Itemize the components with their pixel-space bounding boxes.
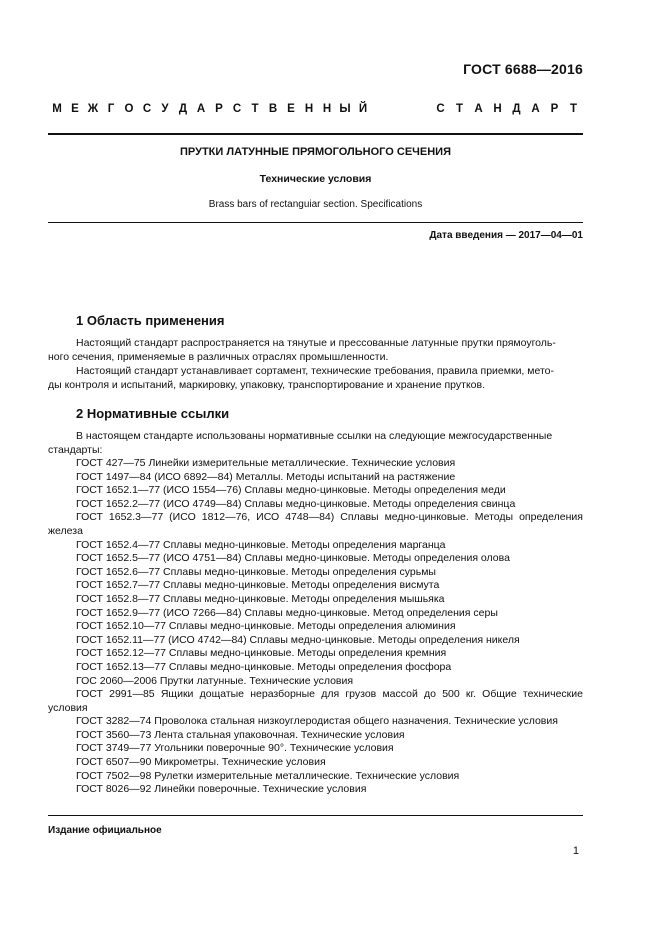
banner-letter: О	[124, 103, 134, 115]
document-code: ГОСТ 6688—2016	[463, 61, 583, 77]
text-line: В настоящем стандарте использованы нормативные ссылки на следующие межгосударственные стандарты:	[48, 430, 553, 456]
banner-letter: С	[142, 103, 152, 115]
banner-letter: Й	[358, 103, 368, 115]
reference-item: ГОСТ 3749—77 Угольники поверочные 90°. Технические условия	[76, 742, 394, 755]
reference-item: ГОСТ 3282—74 Проволока стальная низкоуглеродистая общего назначения. Технические условия	[76, 715, 558, 728]
banner-word-interstate	[48, 103, 372, 115]
section-2-heading: 2 Нормативные ссылки	[76, 406, 230, 421]
banner-letter: Т	[251, 103, 259, 115]
page-number: 1	[572, 845, 579, 857]
document-title: ПРУТКИ ЛАТУННЫЕ ПРЯМОГОЛЬНОГО СЕЧЕНИЯ	[180, 146, 451, 158]
reference-item: ГОСТ 1652.4—77 Сплавы медно-цинковые. Методы определения марганца	[76, 538, 446, 551]
banner-letter: А	[531, 103, 540, 115]
banner-letter: В	[268, 103, 278, 115]
reference-item: ГОСТ 1652.13—77 Сплавы медно-цинковые. Методы определения фосфора	[76, 660, 452, 673]
banner-letter: Е	[287, 103, 295, 115]
banner-letter: Н	[493, 103, 502, 115]
reference-item: ГОСТ 1652.1—77 (ИСО 1554—76) Сплавы медно-цинковые. Методы определения меди	[76, 484, 506, 497]
banner-letter: Р	[215, 103, 223, 115]
reference-item: ГОСТ 1497—84 (ИСО 6892—84) Металлы. Методы испытаний на растяжение	[76, 470, 456, 483]
banner-letter: Т	[455, 103, 464, 115]
banner-letter: Н	[322, 103, 332, 115]
section-1-paragraph-1	[48, 337, 583, 364]
banner-letter: Р	[550, 103, 559, 115]
reference-item: ГОСТ 1652.6—77 Сплавы медно-цинковые. Методы определения сурьмы	[76, 565, 436, 578]
banner-letter: Г	[107, 103, 115, 115]
banner-letter: Т	[569, 103, 578, 115]
reference-item: ГОСТ 1652.10—77 Сплавы медно-цинковые. Методы определения алюминия	[76, 620, 456, 633]
banner-letter: Н	[304, 103, 314, 115]
text-line: ного сечения, применяемые в различных отраслях промышленности.	[48, 350, 389, 363]
reference-item: ГОСТ 1652.12—77 Сплавы медно-цинковые. Методы определения кремния	[76, 647, 447, 660]
reference-item: ГОСТ 427—75 Линейки измерительные металлические. Технические условия	[76, 457, 456, 469]
section-1-heading: 1 Область применения	[76, 313, 225, 328]
header-rule	[48, 133, 583, 135]
banner-letter: С	[436, 103, 445, 115]
footer-rule	[48, 815, 583, 816]
document-subtitle: Технические условия	[259, 173, 372, 185]
reference-item: ГОСТ 6507—90 Микрометры. Технические условия	[76, 756, 326, 769]
reference-item: ГОСТ 1652.5—77 (ИСО 4751—84) Сплавы медно-цинковые. Методы определения олова	[76, 552, 510, 565]
banner-letter: М	[52, 103, 62, 115]
reference-item: ГОС 2060—2006 Прутки латунные. Технические условия	[76, 674, 354, 687]
text-line: Настоящий стандарт устанавливает сортамент, технические требования, правила приемки, мето-	[76, 365, 555, 377]
banner-letter: Д	[178, 103, 188, 115]
reference-item: ГОСТ 2991—85 Ящики дощатые неразборные для грузов массой до 500 кг. Общие технические условия	[48, 688, 583, 714]
reference-item: ГОСТ 1652.2—77 (ИСО 4749—84) Сплавы медно-цинковые. Методы определения свинца	[76, 497, 516, 510]
banner-letter: А	[474, 103, 483, 115]
english-title: Brass bars of rectanguiar section. Specifications	[208, 199, 423, 210]
section-1-paragraph-2	[48, 365, 583, 392]
banner-letter: А	[196, 103, 206, 115]
banner-letter: Е	[71, 103, 79, 115]
text-line: ды контроля и испытаний, маркировку, упаковку, транспортирование и хранение прутков.	[48, 378, 485, 391]
banner-letter: Ы	[339, 103, 351, 115]
reference-item: ГОСТ 1652.11—77 (ИСО 4742—84) Сплавы медно-цинковые. Методы определения никеля	[76, 633, 520, 646]
banner-letter: У	[161, 103, 169, 115]
reference-item: ГОСТ 3560—73 Лента стальная упаковочная. Технические условия	[76, 728, 405, 741]
reference-item: ГОСТ 1652.9—77 (ИСО 7266—84) Сплавы медно-цинковые. Метод определения серы	[76, 606, 498, 619]
reference-item: ГОСТ 7502—98 Рулетки измерительные металлические. Технические условия	[76, 769, 460, 782]
reference-item: ГОСТ 1652.3—77 (ИСО 1812—76, ИСО 4748—84) Сплавы медно-цинковые. Методы определения железа	[48, 511, 583, 537]
normative-references-list	[48, 457, 583, 797]
reference-item: ГОСТ 1652.7—77 Сплавы медно-цинковые. Методы определения висмута	[76, 579, 440, 592]
introduction-date: Дата введения — 2017—04—01	[429, 230, 583, 241]
banner-letter: Ж	[87, 103, 99, 115]
reference-item: ГОСТ 1652.8—77 Сплавы медно-цинковые. Методы определения мышьяка	[76, 592, 445, 605]
interstate-standard-banner	[48, 103, 583, 115]
text-line: Настоящий стандарт распространяется на тянутые и прессованные латунные прутки прямоуголь-	[76, 337, 556, 349]
section-2-intro	[48, 430, 583, 457]
reference-item: ГОСТ 8026—92 Линейки поверочные. Технические условия	[76, 783, 367, 796]
official-edition-label: Издание официальное	[48, 825, 162, 836]
banner-letter: Д	[512, 103, 521, 115]
banner-word-standard	[431, 103, 583, 115]
banner-letter: С	[232, 103, 242, 115]
title-rule	[48, 222, 583, 223]
